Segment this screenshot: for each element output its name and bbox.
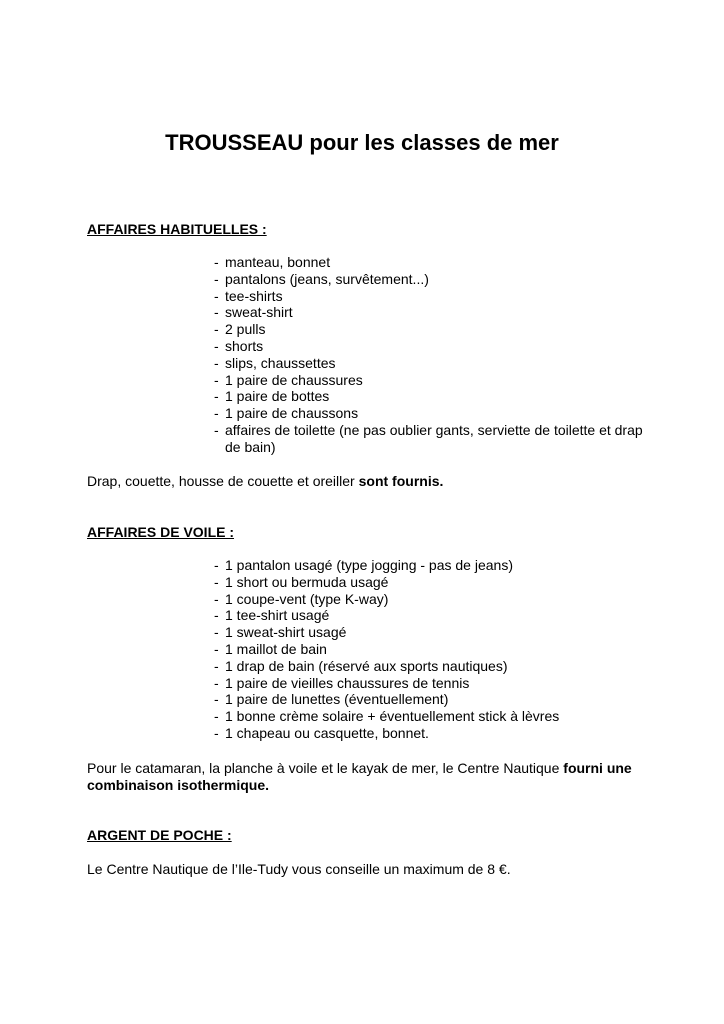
bullet-dash: - [214,287,219,304]
list-item [214,405,644,422]
section-heading-affaires-habituelles: AFFAIRES HABITUELLES : [87,221,267,237]
list-item-text: affaires de toilette (ne pas oublier gants, serviette de toilette et drap de bain) [225,421,643,455]
list-item-text: 1 paire de chaussons [225,405,359,422]
list-item [214,372,644,389]
list-item-text: 1 chapeau ou casquette, bonnet. [225,724,429,741]
bullet-dash: - [214,557,219,573]
bullet-dash: - [214,624,219,641]
list-item-text: 1 coupe-vent (type K-way) [225,590,389,607]
bullet-dash: - [214,405,219,422]
bullet-dash: - [214,371,219,388]
note-bold: fourni une combinaison isothermique. [87,760,632,793]
list-item [214,708,644,725]
bullet-dash: - [214,337,219,354]
list-item-text: manteau, bonnet [225,254,331,270]
bullet-dash: - [214,254,219,270]
list-item-text: 1 bonne crème solaire + éventuellement stick à lèvres [225,708,560,725]
list-item-text: slips, chaussettes [225,354,336,371]
list-item-text: 1 tee-shirt usagé [225,607,330,624]
list-item-text: 1 maillot de bain [225,640,327,657]
list-item [214,422,644,456]
bullet-dash: - [214,607,219,624]
bullet-dash: - [214,590,219,607]
bullet-dash: - [214,321,219,338]
list-item-text: 1 paire de chaussures [225,371,363,388]
bullet-dash: - [214,674,219,691]
note-combinaison [87,760,647,794]
list-item-text: pantalons (jeans, survêtement...) [225,270,429,287]
bullet-dash: - [214,657,219,674]
bullet-dash: - [214,691,219,708]
list-item [214,355,644,372]
list-item [214,641,644,658]
list-item [214,254,644,271]
bullet-dash: - [214,573,219,590]
list-affaires-habituelles [214,254,644,456]
list-item [214,388,644,405]
list-item [214,624,644,641]
list-item-text: 1 short ou bermuda usagé [225,573,389,590]
list-item-text: shorts [225,337,264,354]
bullet-dash: - [214,304,219,321]
list-item [214,304,644,321]
list-item-text: 1 sweat-shirt usagé [225,624,347,641]
list-item-text: 1 paire de bottes [225,388,330,405]
list-item-text: 1 paire de lunettes (éventuellement) [225,691,449,708]
list-item-text: 1 pantalon usagé (type jogging - pas de jeans) [225,557,513,573]
bullet-dash: - [214,421,219,438]
list-item-text: sweat-shirt [225,304,293,321]
bullet-dash: - [214,724,219,741]
list-item [214,691,644,708]
note-fournis [87,473,647,490]
list-item-text: 1 paire de vieilles chaussures de tennis [225,674,470,691]
list-item [214,338,644,355]
list-item-text: tee-shirts [225,287,283,304]
bullet-dash: - [214,640,219,657]
note-text: Pour le catamaran, la planche à voile et le kayak de mer, le Centre Nautique [87,760,564,776]
list-item [214,288,644,305]
list-item-text: 1 drap de bain (réservé aux sports nautiques) [225,657,508,674]
list-item [214,607,644,624]
bullet-dash: - [214,270,219,287]
list-item-text: 2 pulls [225,321,266,338]
list-item [214,557,644,574]
list-item [214,658,644,675]
bullet-dash: - [214,708,219,725]
list-item [214,321,644,338]
note-text: Drap, couette, housse de couette et oreiller [87,473,359,489]
list-item [214,574,644,591]
list-item [214,271,644,288]
bullet-dash: - [214,388,219,405]
argent-de-poche-text: Le Centre Nautique de l’Ile-Tudy vous conseille un maximum de 8 €. [87,861,511,877]
list-item [214,725,644,742]
bullet-dash: - [214,354,219,371]
list-item [214,675,644,692]
note-bold: sont fournis. [358,473,444,489]
list-affaires-de-voile [214,557,644,742]
page-title: TROUSSEAU pour les classes de mer [165,130,559,155]
section-heading-affaires-de-voile: AFFAIRES DE VOILE : [87,524,235,540]
section-heading-argent-de-poche: ARGENT DE POCHE : [87,827,232,843]
list-item [214,591,644,608]
